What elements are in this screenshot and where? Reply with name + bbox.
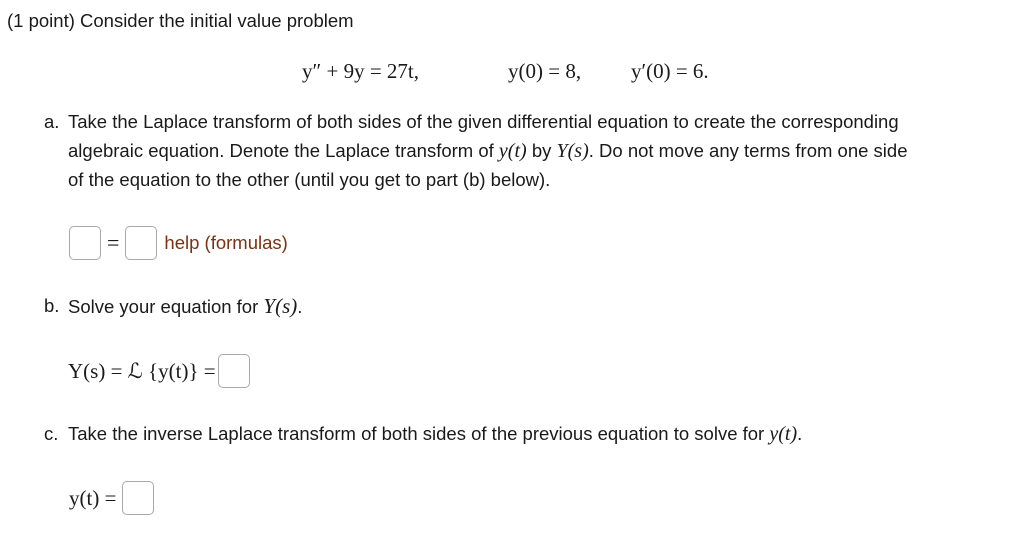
- part-b-text-pre: Solve your equation for: [68, 296, 259, 317]
- part-c-label: c.: [44, 423, 59, 444]
- part-c-expr: y(t) =: [69, 485, 117, 510]
- part-c-yt: y(t): [769, 423, 798, 445]
- initial-condition-1: y(0) = 8,: [508, 59, 582, 83]
- part-b-Ys: Y(s): [263, 294, 298, 318]
- part-c-answer-input[interactable]: [122, 481, 154, 515]
- part-a-label: a.: [44, 111, 60, 132]
- ode-lhs: y″ + 9y = 27t,: [302, 59, 420, 83]
- part-b-label: b.: [44, 295, 60, 316]
- part-a-lhs-input[interactable]: [69, 226, 101, 260]
- help-formulas-link[interactable]: help (formulas): [164, 232, 288, 253]
- part-c-answer-row: [69, 481, 154, 515]
- part-a-rhs-input[interactable]: [125, 226, 157, 260]
- part-b-text: [68, 294, 302, 319]
- part-a-line2-post: . Do not move any terms from one side: [588, 140, 908, 161]
- part-a-Ys: Y(s): [556, 140, 589, 162]
- part-c-text-post: .: [797, 423, 803, 444]
- part-b-expr: Y(s) = ℒ {y(t)} =: [68, 358, 216, 383]
- part-a-line3: of the equation to the other (until you get to part (b) below).: [68, 169, 551, 190]
- part-c-text-pre: Take the inverse Laplace transform of both sides of the previous equation to solve for: [68, 423, 765, 444]
- equals-sign: =: [107, 230, 120, 255]
- part-a-answer-row: [69, 226, 288, 260]
- initial-condition-2: y′(0) = 6.: [631, 59, 709, 83]
- part-b-text-post: .: [297, 296, 303, 317]
- problem-header: (1 point) Consider the initial value problem: [7, 10, 354, 31]
- ode-equation: [302, 59, 419, 84]
- part-a-line1: Take the Laplace transform of both sides of the given differential equation to create the corresponding: [68, 111, 899, 132]
- part-b-answer-input[interactable]: [218, 354, 250, 388]
- part-a-line2-pre: algebraic equation. Denote the Laplace transform of: [68, 140, 494, 161]
- part-b-answer-row: [68, 354, 250, 388]
- part-a-by: by: [531, 140, 552, 161]
- part-a-line2: [68, 139, 908, 163]
- part-a-yt: y(t): [498, 140, 527, 162]
- part-c-text: [68, 422, 802, 446]
